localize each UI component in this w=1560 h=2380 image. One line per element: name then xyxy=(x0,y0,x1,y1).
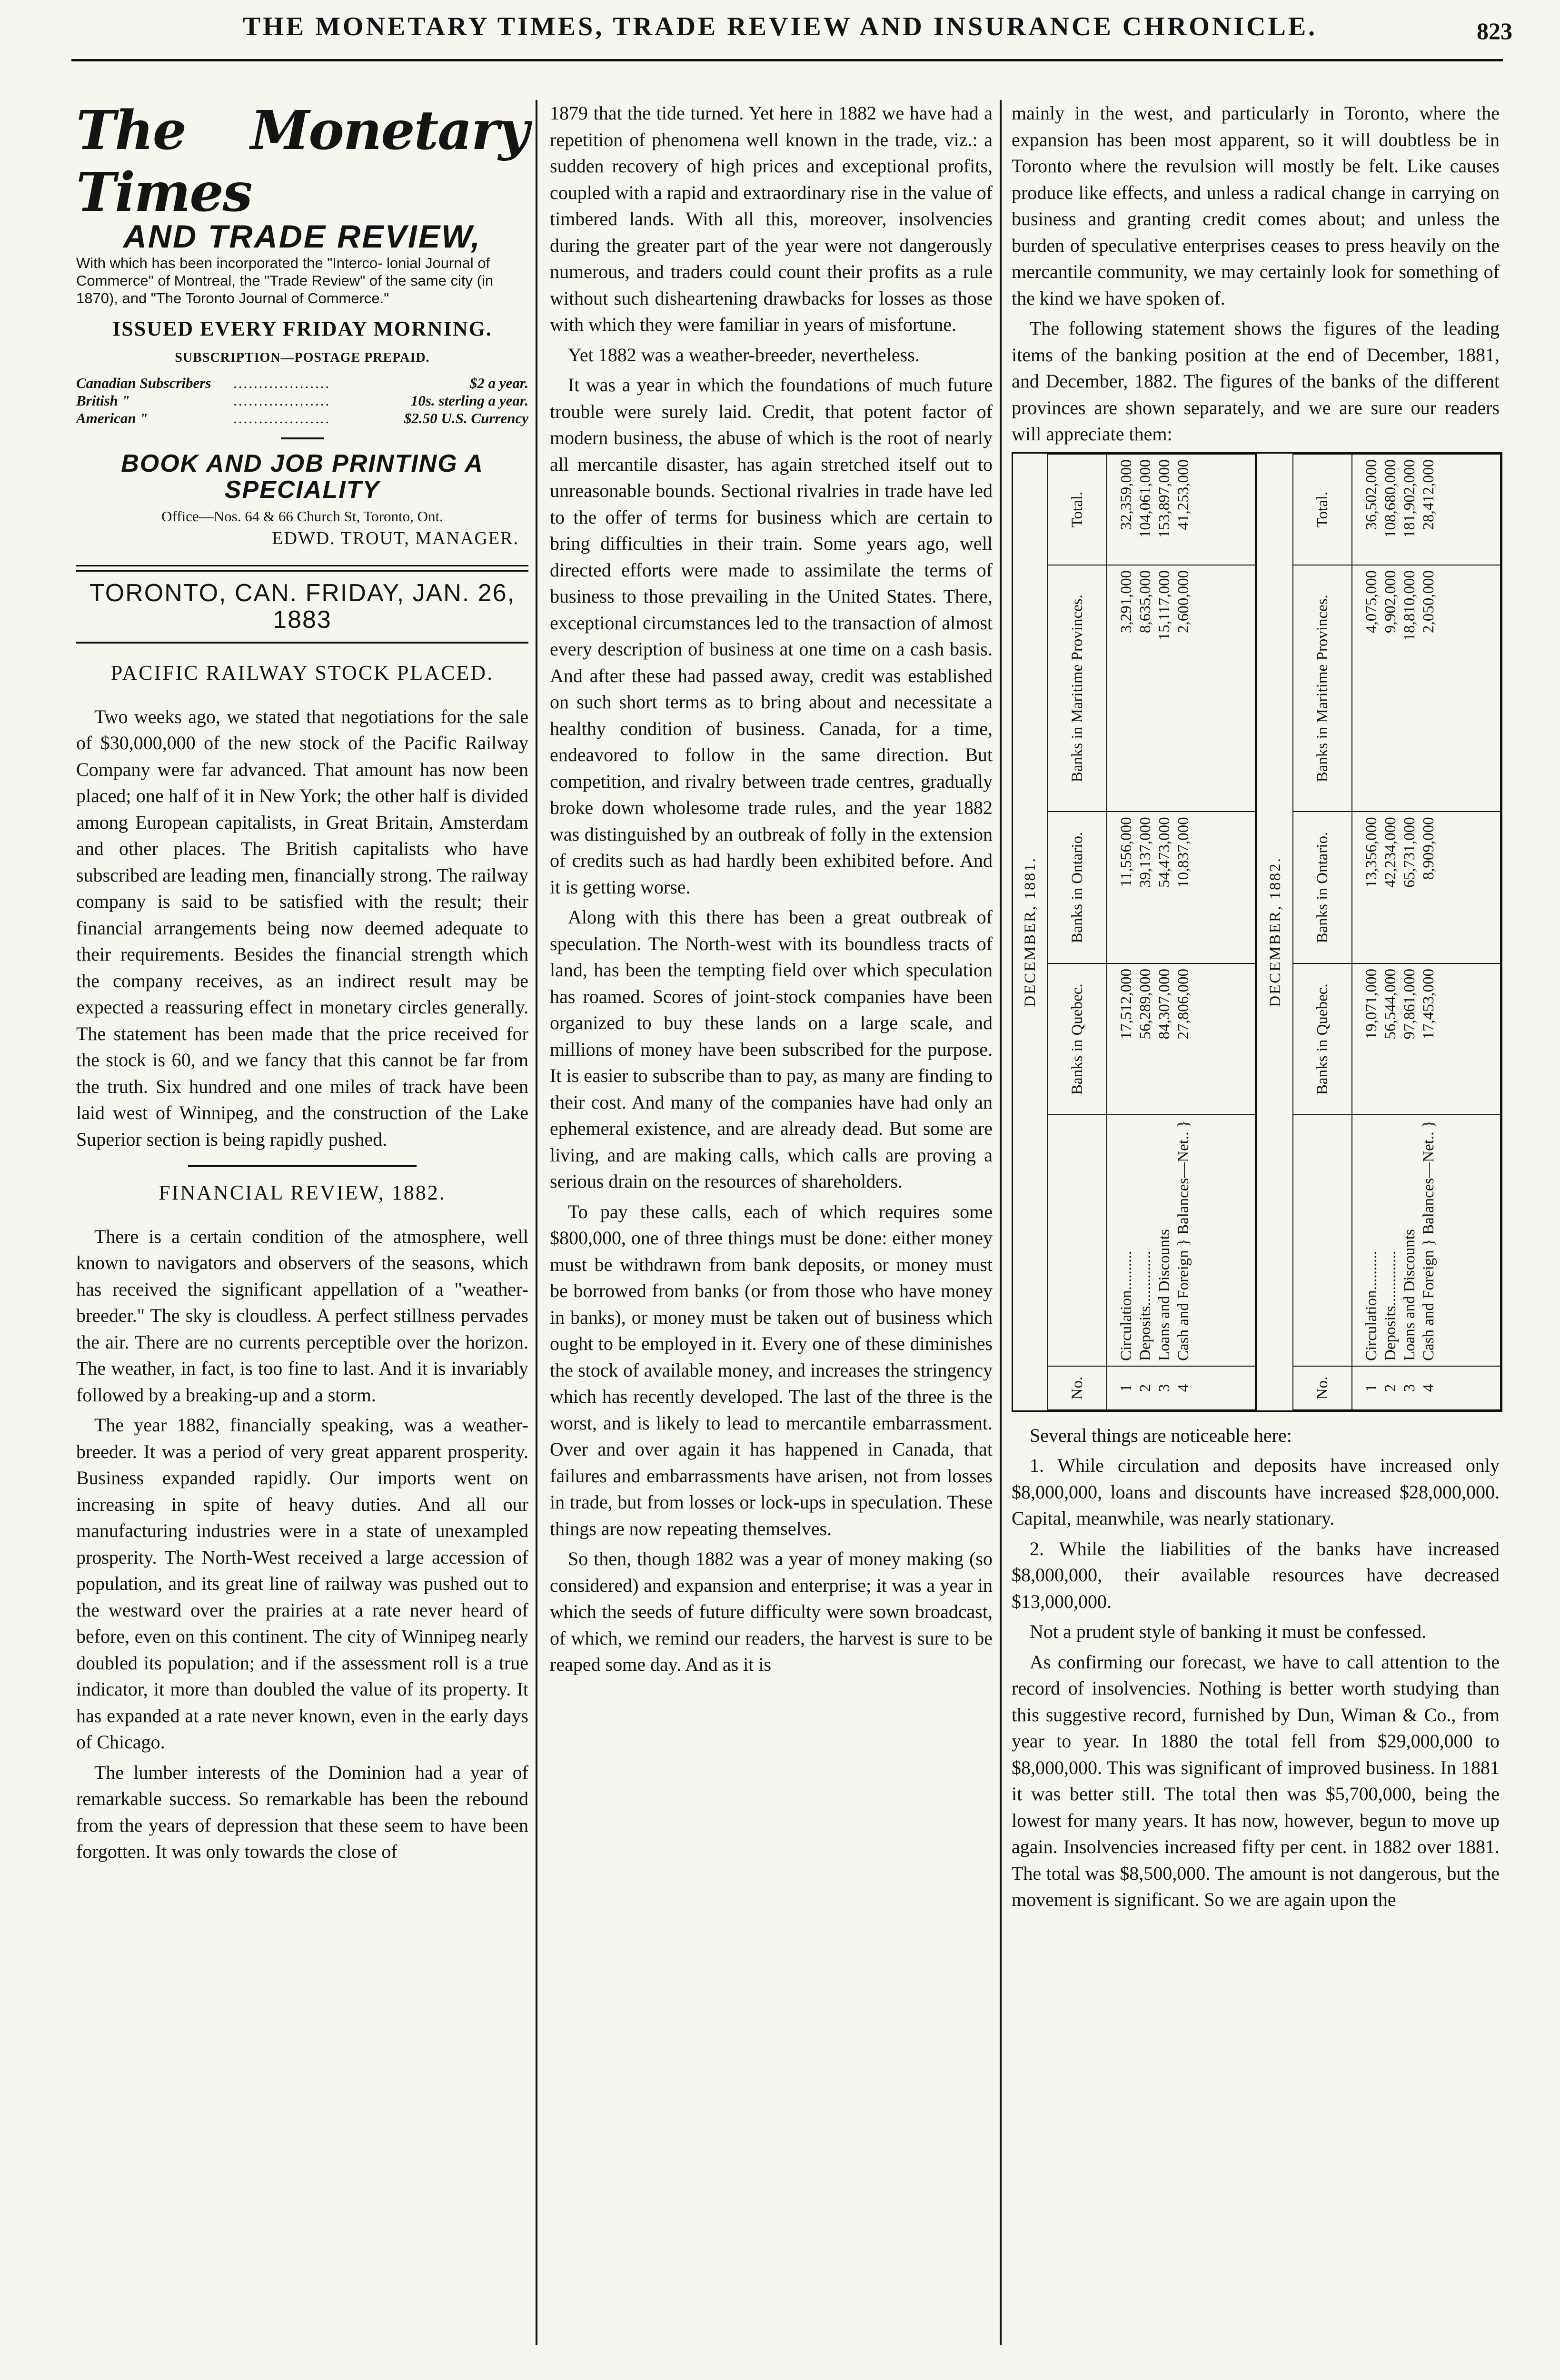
office-address: Office—Nos. 64 & 66 Church St, Toronto, Ont. xyxy=(161,507,443,525)
bank-table-1881 xyxy=(1013,454,1256,1410)
row-number: 1 xyxy=(1118,1384,1135,1392)
column-header: Banks in Quebec. xyxy=(1048,963,1107,1115)
column-header: Banks in Maritime Provinces. xyxy=(1048,565,1107,811)
divider xyxy=(76,642,528,644)
subscription-label: British " xyxy=(76,392,130,409)
column-rule xyxy=(536,100,537,2345)
header-rule xyxy=(71,59,1503,61)
article-heading: FINANCIAL REVIEW, 1882. xyxy=(159,1181,446,1204)
subscription-label: Canadian Subscribers xyxy=(76,374,211,391)
value-cell xyxy=(1352,454,1500,565)
article-paragraph: Several things are noticeable here: xyxy=(1030,1424,1292,1446)
table-value: 56,289,000 xyxy=(1137,968,1154,1039)
value-cell xyxy=(1352,963,1500,1115)
row-number: 3 xyxy=(1156,1384,1173,1392)
table-value: 41,253,000 xyxy=(1175,459,1192,530)
row-number: 4 xyxy=(1175,1384,1192,1392)
article-paragraph: 1879 that the tide turned. Yet here in 1882 we have had a repetition of phenomena well known in the trade, viz.: a sudden recovery of high prices and exceptional profits, coupled with a rapid and extraordinary rise in the value of timbered lands. With all this, moreover, insolvencies during the greater part of the year were not dangerously numerous, and traders could count their profits as a rule without such disheartening drawbacks for losses as those with which they were familiar in years of misfortune. xyxy=(550,102,993,335)
masthead xyxy=(76,100,528,644)
row-label-cell xyxy=(1107,1115,1255,1366)
table-value: 27,806,000 xyxy=(1175,968,1192,1039)
row-label: Cash and Foreign } Balances—Net.. } xyxy=(1420,1120,1437,1361)
subscription-rate xyxy=(76,374,528,392)
manager-line: EDWD. TROUT, MANAGER. xyxy=(272,528,519,548)
divider xyxy=(281,437,324,439)
value-cell xyxy=(1352,565,1500,811)
table-value: 32,359,000 xyxy=(1118,459,1135,530)
column-rule xyxy=(1000,100,1002,2345)
subscription-heading: SUBSCRIPTION—POSTAGE PREPAID. xyxy=(175,350,430,365)
page-number: 823 xyxy=(1477,18,1512,44)
value-cell xyxy=(1352,812,1500,963)
table-value: 17,453,000 xyxy=(1420,968,1437,1039)
table-value: 104,061,000 xyxy=(1137,459,1154,538)
table-value: 9,902,000 xyxy=(1382,570,1399,633)
row-number: 1 xyxy=(1363,1384,1380,1392)
masthead-title: The Monetary Times xyxy=(76,99,528,224)
column-header: No. xyxy=(1048,1366,1107,1410)
subscription-price: 10s. sterling a year. xyxy=(410,392,528,409)
table-value: 97,861,000 xyxy=(1401,968,1418,1039)
value-cell xyxy=(1107,454,1255,565)
article-paragraph: Two weeks ago, we stated that negotiations for the sale of $30,000,000 of the new stock of the Pacific Railway Company were far advanced. That amount has now been placed; one half of it in New York; the other half is divided among European capitalists, in Great Britain, Amsterdam and other places. The British capitalists who have subscribed are leading men, financially strong. The railway company is said to be satisfied with the result; their financial arrangements being now deemed adequate to their requirements. Besides the financial strength which the company receives, as an indirect result may be expected a reassuring effect in monetary circles generally. The statement has been made that the price received for the stock is 60, and we fancy that this cannot be far from the truth. Six hundred and one miles of track have been laid west of Winnipeg, and the construction of the Lake Superior section is being rapidly pushed. xyxy=(76,705,528,1150)
table-value: 84,307,000 xyxy=(1156,968,1173,1039)
row-label: Loans and Discounts xyxy=(1401,1229,1418,1361)
article-paragraph: Not a prudent style of banking it must be confessed. xyxy=(1030,1621,1427,1642)
table-value: 4,075,000 xyxy=(1363,570,1380,633)
table-value: 42,234,000 xyxy=(1382,816,1399,888)
subscription-rate xyxy=(76,409,528,427)
table-value: 181,902,000 xyxy=(1401,459,1418,538)
table-value: 56,544,000 xyxy=(1382,968,1399,1039)
table-value: 10,837,000 xyxy=(1175,816,1192,888)
table-value: 54,473,000 xyxy=(1156,816,1173,888)
row-label-cell xyxy=(1352,1115,1500,1366)
table-value: 28,412,000 xyxy=(1420,459,1437,530)
row-label: Circulation.......... xyxy=(1363,1250,1380,1361)
table-value: 8,909,000 xyxy=(1420,816,1437,880)
row-label: Deposits.............. xyxy=(1382,1250,1399,1361)
article-paragraph: The following statement shows the figures of the leading items of the banking position at the end of December, 1881, and December, 1882. The figures of the banks of the different provinces are shown separately, and we are sure our readers will appreciate them: xyxy=(1012,317,1500,445)
incorporation-note: With which has been incorporated the "Interco- lonial Journal of Commerce" of Montreal, the "Trade Review" of the same city (in 1870), and "The Toronto Journal of Commerce." xyxy=(76,254,494,307)
article-paragraph: Along with this there has been a great outbreak of speculation. The North-west with its boundless tracts of land, has been the tempting field over which speculation has roamed. Scores of joint-stock companies have been organized to buy these lands on a large scale, and millions of money have been subscribed for the purpose. It is easier to subscribe than to pay, as many are finding to their cost. And many of the companies have had only an ephemeral existence, and are already dead. But some are living, and are making calls, which calls are proving a serious drain on the resources of shareholders. xyxy=(550,906,993,1192)
value-cell xyxy=(1107,565,1255,811)
rotated-table xyxy=(1013,454,1256,1410)
dateline: TORONTO, CAN. FRIDAY, JAN. 26, 1883 xyxy=(89,579,516,634)
issued-line: ISSUED EVERY FRIDAY MORNING. xyxy=(112,317,492,340)
table-value: 3,291,000 xyxy=(1118,570,1135,633)
leader-dots: ................... xyxy=(233,392,331,409)
column-1 xyxy=(76,95,528,1869)
column-2 xyxy=(550,100,993,1682)
column-3 xyxy=(1012,100,1500,1917)
row-number: 4 xyxy=(1420,1384,1437,1392)
article-paragraph: Yet 1882 was a weather-breeder, nevertheless. xyxy=(568,344,920,366)
article-paragraph: There is a certain condition of the atmosphere, well known to navigators and observers of the seasons, which has received the significant appellation of a "weather-breeder." The sky is cloudless. A perfect stillness pervades the air. There are no currents perceptible over the horizon. The weather, in fact, is too fine to last. And it is invariably followed by a breaking-up and a storm. xyxy=(76,1225,528,1406)
book-job-printing: BOOK AND JOB PRINTING A SPECIALITY xyxy=(121,449,484,504)
table-value: 18,810,000 xyxy=(1401,570,1418,641)
article-paragraph: The lumber interests of the Dominion had a year of remarkable success. So remarkable has been the rebound from the years of depression that these seem to have been forgotten. It was only towards the close of xyxy=(76,1761,528,1862)
leader-dots: ................... xyxy=(233,409,331,426)
masthead-subtitle: AND TRADE REVIEW, xyxy=(123,218,482,255)
row-label: Deposits.............. xyxy=(1137,1250,1154,1361)
value-cell xyxy=(1107,812,1255,963)
table-value: 36,502,000 xyxy=(1363,459,1380,530)
subscription-price: $2.50 U.S. Currency xyxy=(404,409,528,426)
table-value: 108,680,000 xyxy=(1382,459,1399,538)
bank-tables xyxy=(1012,452,1502,1412)
bank-table-1882 xyxy=(1258,454,1501,1410)
running-head: THE MONETARY TIMES, TRADE REVIEW AND INSURANCE CHRONICLE. xyxy=(242,12,1318,41)
row-label: Cash and Foreign } Balances—Net.. } xyxy=(1175,1120,1192,1361)
column-header: Banks in Ontario. xyxy=(1293,812,1352,963)
subscription-rate xyxy=(76,392,528,409)
value-cell xyxy=(1107,963,1255,1115)
row-number: 2 xyxy=(1137,1384,1154,1392)
rotated-table xyxy=(1258,454,1501,1410)
article-paragraph: It was a year in which the foundations of much future trouble were surely laid. Credit, that potent factor of modern business, the abuse of which is the root of nearly all mercantile disaster, has again stretched itself out to unreasonable bounds. Sectional rivalries in trade have led to the offer of terms for business which are certain to bring difficulties in their train. Some years ago, well directed efforts were made to assimilate the terms of business to those prevailing in the United States. There, exceptional circumstances led to the transaction of almost every description of business at one time on a cash basis. And after these had passed away, credit was established on such short terms as to bring about and necessitate a healthy condition of business. Canada, for a time, endeavored to follow in the same direction. But competition, and rivalry between trade centres, gradually broke down wholesome trade rules, and the year 1882 was distinguished by an outbreak of folly in the extension of credits such as had hardly been exhibited before. And it is getting worse. xyxy=(550,374,993,898)
table-caption: DECEMBER, 1882. xyxy=(1258,454,1293,1410)
article-paragraph: The year 1882, financially speaking, was a weather-breeder. It was a period of very great apparent prosperity. Business expanded rapidly. Our imports went on increasing in spite of heavy duties. And all our manufacturing industries were in a state of unexampled prosperity. The North-West received a large accession of population, and its great line of railway was pushed out to the westward over the prairies at a rate never heard of before, even on this continent. The city of Winnipeg nearly doubled its population; and if the assessment roll is a true indicator, it more than doubled the value of its property. It has expanded at a rate never known, even in the early days of Chicago. xyxy=(76,1414,528,1753)
article-paragraph: As confirming our forecast, we have to call attention to the record of insolvencies. Nothing is better worth studying than this suggestive record, furnished by Dun, Wiman & Co., from year to year. In 1880 the total fell from $29,000,000 to $8,000,000. This was significant of improved business. In 1881 it was better still. The total then was $5,700,000, being the lowest for many years. It has now, however, begun to move up again. Insolvencies increased fifty per cent. in 1882 over 1881. The total was $8,500,000. The amount is not dangerous, but the movement is significant. So we are again upon the xyxy=(1012,1651,1500,1910)
table-value: 13,356,000 xyxy=(1363,816,1380,888)
table-value: 17,512,000 xyxy=(1118,968,1135,1039)
subscription-price: $2 a year. xyxy=(469,374,528,391)
article-paragraph: 1. While circulation and deposits have increased only $8,000,000, loans and discounts have increased $28,000,000. Capital, meanwhile, was nearly stationary. xyxy=(1012,1455,1500,1529)
column-header: Banks in Maritime Provinces. xyxy=(1293,565,1352,811)
table-value: 153,897,000 xyxy=(1156,459,1173,538)
table-value: 2,600,000 xyxy=(1175,570,1192,633)
row-number: 2 xyxy=(1382,1384,1399,1392)
table-value: 8,635,000 xyxy=(1137,570,1154,633)
table-value: 65,731,000 xyxy=(1401,816,1418,888)
divider xyxy=(188,1165,417,1167)
table-value: 15,117,000 xyxy=(1156,570,1173,640)
column-header: Banks in Quebec. xyxy=(1293,963,1352,1115)
column-header: No. xyxy=(1293,1366,1352,1410)
article-paragraph: 2. While the liabilities of the banks have increased $8,000,000, their available resources have decreased $13,000,000. xyxy=(1012,1537,1500,1612)
article-heading: PACIFIC RAILWAY STOCK PLACED. xyxy=(110,661,494,684)
row-number-cell xyxy=(1107,1366,1255,1410)
row-label: Circulation.......... xyxy=(1118,1250,1135,1361)
article-paragraph: So then, though 1882 was a year of money making (so considered) and expansion and enterprise; it was a year in which the seeds of future difficulty were sown broadcast, of which, we remind our readers, the harvest is sure to be reaped some day. And as it is xyxy=(550,1548,993,1675)
subscription-label: American " xyxy=(76,409,148,426)
column-header xyxy=(1048,1115,1107,1366)
table-value: 2,050,000 xyxy=(1420,570,1437,633)
row-number-cell xyxy=(1352,1366,1500,1410)
row-number: 3 xyxy=(1401,1384,1418,1392)
bank-table xyxy=(1013,454,1256,1410)
column-header: Banks in Ontario. xyxy=(1048,812,1107,963)
column-header: Total. xyxy=(1048,454,1107,565)
leader-dots: ................... xyxy=(233,374,331,391)
row-label: Loans and Discounts xyxy=(1156,1229,1173,1361)
column-header xyxy=(1293,1115,1352,1366)
article-paragraph: mainly in the west, and particularly in Toronto, where the expansion has been most apparent, so it will doubtless be in Toronto where the revulsion will mostly be felt. Like causes produce like effects, and unless a radical change in carrying on business and granting credit comes about; and unless the burden of speculative enterprises ceases to press heavily on the mercantile community, we may certainly look for something of the kind we have spoken of. xyxy=(1012,102,1500,309)
table-value: 19,071,000 xyxy=(1363,968,1380,1039)
table-value: 39,137,000 xyxy=(1137,816,1154,888)
article-paragraph: To pay these calls, each of which requires some $800,000, one of three things must be done: either money must be withdrawn from bank deposits, or money must be borrowed from banks (or from those who have money in banks), or money must be taken out of business which ought to be employed in it. Every one of these diminishes the stock of available money, and increases the stringency which has recently developed. The last of the three is the worst, and is likely to lead to mercantile embarrassment. Over and over again it has happened in Canada, that failures and embarrassments have arisen, not from losses in trade, but from losses or lock-ups in speculation. These things are now repeating themselves. xyxy=(550,1200,993,1539)
table-caption: DECEMBER, 1881. xyxy=(1013,454,1048,1410)
column-header: Total. xyxy=(1293,454,1352,565)
bank-table xyxy=(1258,454,1501,1410)
double-rule xyxy=(76,565,528,572)
table-value: 11,556,000 xyxy=(1118,816,1135,887)
